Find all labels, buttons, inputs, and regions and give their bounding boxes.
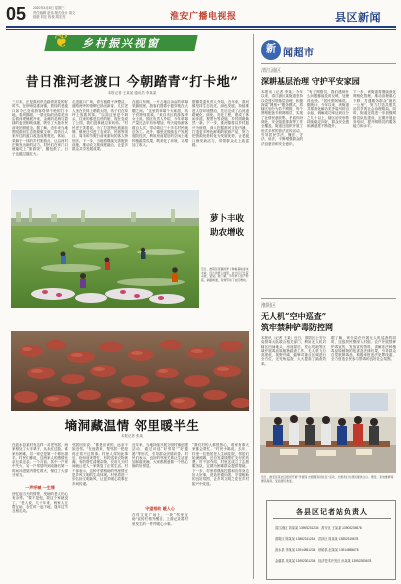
item1-col2: “有了网格员，我们遇到什么问题都能及时反映，处理得也快。”居民张阿姨说。据统计，今年以来，该街道共排查化解各类矛盾纠纷百余起，调解成功率达到百分之九十以上，辖区治安形势持续稳定向好，群众安全感和满意度不断提升。 bbox=[307, 90, 349, 129]
radish-harvest-photo bbox=[11, 190, 199, 308]
photo1-subhead-2: 助农增收 bbox=[210, 228, 245, 238]
contact-entry: 金湖县 吴某某 13952301234 bbox=[275, 559, 316, 563]
issue-meta bbox=[33, 6, 75, 20]
page-number: 05 bbox=[6, 4, 27, 24]
contact-row bbox=[275, 547, 393, 552]
item2-headline-1: 无人机“空中巡查” bbox=[261, 311, 327, 321]
banner-label: 乡村振兴视窗 bbox=[82, 37, 160, 50]
article2-subhead-2: 守望相助 暖人心 bbox=[145, 506, 175, 511]
item2-headline-2: 筑牢禁种铲毒防控网 bbox=[261, 322, 333, 332]
contact-entry: 淮安区 王某某 13905235678 bbox=[321, 526, 362, 530]
contact-entry: 经济技术开发区 孙某某 13952305678 bbox=[318, 559, 372, 563]
photo3-caption: 近日，淮安区某社区组织开展“学雷锋 志愿服务进社区”活动，志愿者们为居民提供义诊、理发、家电维修等便民服务，受到居民欢迎。 bbox=[261, 475, 394, 483]
header-rule bbox=[6, 26, 396, 28]
contact-entry: 洪泽区 周某某 13852315678 bbox=[317, 537, 359, 541]
sweet-potato-photo bbox=[11, 331, 249, 411]
community-visit-image bbox=[260, 389, 396, 473]
item1-col1: 本报讯（记者 李某）今年以来，清江浦区某街道坚持以党建引领基层治理，积极探索“网格+”服务模式，将辖区划分为若干网格，每个网格配备专职网格员，实现了社情民意收集、矛盾纠纷调处、安全隐患排查等工作全覆盖。街道还组织开展了形式多样的普法宣传活动，引导居民学法、懂法、守法、用法，不断增强群众的法治意识和安全意识。 bbox=[261, 90, 303, 146]
date-line: 2020年4月8日 星期三 bbox=[33, 6, 65, 10]
article2-col3: 近年来，当地持续开展文明村镇创建活动，通过评选“好邻居”“好婆媳”等形式，引导群众崇德向善。村民们表示，良好的邻里关系让生活更加和谐美满，大家都愿意做一个热心肠的好邻居。 bbox=[132, 443, 188, 469]
article2-col2: 邻居回应说：“都是应该的，远亲不如近邻。”在他看来，帮邻居一把是再正常不过的事。村里人得知此事后，纷纷前来帮忙，有的送来衣物被褥，有的帮忙清理杂物，仅用几天时间就让老人一家恢复了正常生活。村干部表示，这种守望相助的邻里情正是乡风文明的生动体现。村里将进一步弘扬文明新风，让更多暖心故事在乡间传递。 bbox=[72, 443, 128, 486]
contact-entry: 清江浦区 刘某某 13905231234 bbox=[275, 526, 319, 530]
sweet-potato-image bbox=[11, 331, 249, 411]
article2-col1: 在涟水县某村有这样一对老邻居，两家相处了大半辈子，从未红过脸。谁家有困难，另一家总是第一个伸出援手。村民们都说，这两家人的感情比亲兄弟还亲。一个月前，其中一户家中失火，另一户邻居听到动静后第一时间冲进屋内帮忙救火，保住了大部分家当。 bbox=[12, 443, 68, 478]
contact-row bbox=[275, 536, 393, 541]
main-byline: 本报记者 王某某 通讯员 李某某 bbox=[107, 91, 157, 95]
article2-col4: “我们村的人都很热心，谁家有事大家都会帮忙。”村民小陈说。去年，村里一位独居老人生病住院，邻居们轮流照顾，还自发凑钱帮忙支付医药费。村干部介绍，村里还成立了志愿服务队，定期为困难群众提供帮助。下一步，村里将继续挖掘和宣传身边好人好事，营造崇德向善、守望相助的良好氛围，让乡风文明之花在乡村振兴中绽放。 bbox=[192, 443, 249, 486]
contact-entry: 涟水县 李某某 13914851234 bbox=[275, 548, 316, 552]
second-headline: 墒洞藏温情 邻里暖半生 bbox=[64, 418, 200, 433]
contact-entry: 盱眙县 赵某某 13914855678 bbox=[318, 548, 359, 552]
contact-row bbox=[275, 525, 393, 530]
item-divider bbox=[261, 298, 396, 299]
news-market-title: 闻超市 bbox=[283, 48, 315, 59]
editor-line: 责任编辑 赵伟 版式设计 周文 bbox=[33, 10, 76, 15]
second-byline: 本报记者 张某 bbox=[120, 434, 144, 438]
contact-title: 各县区记者站负责人 bbox=[296, 507, 368, 516]
article1-col3: 在渡口东侧，一片占地百余亩的草莓采摘园里，游客们提着小篮穿梭在大棚之间。“这里的草莓个大味甜，孩子们特别喜欢。”来自市区的游客李女士说。园区负责人介绍，今年草莓产量比去年有所增加，每天接待游客数百人次，带动周边三十多名村民就近务工。此外，镇里还鼓励农户发展庭院经济，利用房前屋后的空闲土地种植蔬菜瓜果，既美化了环境，又增加了收入。 bbox=[132, 100, 188, 147]
article2-col3b: 在村文化广场上，一块“邻里互助”宣传栏格外醒目，上面记录着村里发生的一件件暖心小事。 bbox=[132, 513, 188, 526]
column-divider bbox=[253, 34, 254, 579]
contact-rule bbox=[273, 518, 391, 519]
main-headline: 昔日淮河老渡口 今朝踏青“打卡地” bbox=[25, 75, 239, 90]
reporter-contact-box bbox=[266, 500, 396, 580]
item2-col2: 据了解，该分局在开展无人机巡查的同时，还组织民警深入村组、农户开展禁种铲毒宣传，发放宣传资料，讲解非法种植毒品原植物的危害及法律后果，引导群众自觉抵制毒品，积极举报违法犯罪线索，全力营造全民参与禁毒的良好社会氛围。 bbox=[331, 336, 396, 362]
item1-kicker: 清江浦区 bbox=[261, 68, 282, 74]
contact-row bbox=[275, 558, 393, 563]
item2-col1: 本报讯（记者 王某）近日，淮阴区公安分局禁毒大队联合相关部门，利用无人机对辖区田间地头、房前屋后、荒山荒地等区域开展毒品原植物踏查工作。无人机飞行高度低、视野开阔，能够对重点区域进行全方位、无死角巡查，大大提高了踏查效率。 bbox=[261, 336, 326, 366]
item2-kicker: 淮阴区 bbox=[261, 303, 277, 309]
article2-subhead-1: 一声呼喊 一生情 bbox=[25, 485, 55, 490]
article1-col4: 据镇党委负责人介绍，近年来，淮河镇坚持生态优先、绿色发展，持续推进人居环境整治，先后完成了沿河道路硬化、绿化、亮化工程，建成了休闲步道、观景台等设施，乡村面貌焕然一新。下一步，淮河镇将以乡村振兴为统领，深入挖掘淮河文化内涵，打造更多特色鲜明的旅游产品，努力把资源优势转化为发展优势，让老渡口焕发新活力，带领群众走上致富路。 bbox=[192, 100, 249, 147]
radish-field-image bbox=[11, 190, 199, 308]
item1-headline: 深耕基层治理 守护平安家园 bbox=[261, 76, 360, 86]
photo1-caption: 近日，淮阴区某镇的萝卜种植基地迎来丰收。连片的萝卜地里，农户们正忙着采收、装袋。据了解，今年萝卜亩产较高，销路畅通，有效带动了农民增收。 bbox=[201, 267, 249, 282]
badge-rule bbox=[261, 63, 396, 64]
news-market-badge: 新 bbox=[261, 40, 281, 60]
section-title: 县区新闻 bbox=[335, 11, 381, 24]
community-visit-photo bbox=[260, 389, 396, 473]
item1-col3: 下一步，该街道将继续深化网格化管理，推动治理重心下移，打通服务群众“最后一公里”，努力打造共建共治共享的社会治理格局。同时，街道还将进一步加强网格员队伍建设，定期开展业务培训，提升网格员的服务能力和水平。 bbox=[353, 90, 396, 129]
article1-col2: 走进渡口广场，青石板路干净整洁，道路两旁的垂柳已抽出新芽，几位老人坐在长椅上晒着太阳，孩子们在草坪上放着风筝。“以前这里是个码头，往来的都是拉货的船，现在变成了公园，我们没事就过来转转。”村民老王笑着说。为了打造特色旅游品牌，镇里还引进了农家乐、民宿等项目，周末和节假日前来游玩的客人特别多。下一步，当地将继续完善配套设施，推动农文旅深度融合，让更多群众共享发展成果。 bbox=[72, 100, 128, 152]
contact-entry: 淮阴区 陈某某 13852311234 bbox=[275, 537, 316, 541]
section-banner bbox=[46, 31, 196, 55]
header-rule-thin bbox=[6, 29, 396, 30]
paper-logo: 淮安广播电视报 bbox=[170, 12, 237, 22]
article2-col1b: 回忆起当天的情景，受助的老人仍心有余悸。“要不是他，我这个家就没了。”老人说，几十年来，两家人互帮互助，农忙时一起下地，逢年过节互相走动。 bbox=[12, 492, 68, 514]
article1-col1: 三月末，正是淮河岸边踏青赏花的好时节。在盱眙县淮河镇，曾经的老渡口如今已变成游客络绎不绝的打卡地。春风拂面，一望无际的油菜花田沿着河堤铺展开来，金黄的花海与碧绿的麦田相映成趣，吸引了大批市民前来拍照留念。据了解，近年来当地围绕淮河生态资源做文章，将昔日人来车往的渡口改造成集观光、休闲、采摘于一体的乡村旅游点，让沿河村庄焕发出新的活力。村民们在家门口就能吃上“旅游饭”，腰包鼓了，日子也越过越红火。 bbox=[12, 100, 68, 156]
wheat-icon: ❦ bbox=[54, 31, 70, 52]
photo1-subhead-1: 萝卜丰收 bbox=[210, 214, 245, 224]
proof-line: 组版 刘宏 检校 胡宏亮 bbox=[33, 15, 66, 20]
